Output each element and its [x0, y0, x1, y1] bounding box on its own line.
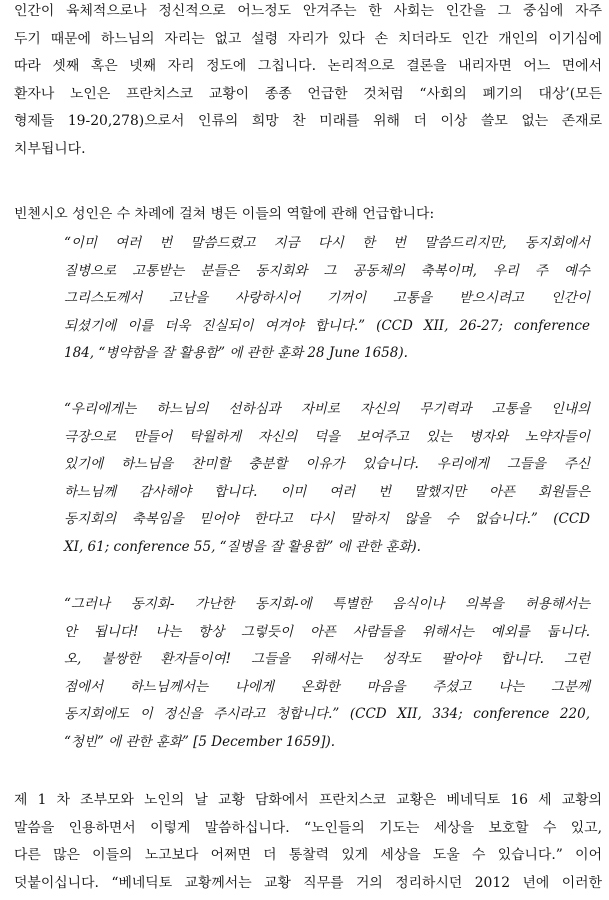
text-line: 말씀을 인용하면서 이렇게 말씀하십니다. “노인들의 기도는 세상을 보호할 수 있고, [14, 819, 602, 836]
text-line: 다른 많은 이들의 노고보다 어쩌면 더 통찰력 있게 세상을 도울 수 있습니다.” 이어 [14, 847, 602, 864]
quote-line: 점에서 하느님께서는 나에게 온화한 마음을 주셨고 나는 그분께 [64, 678, 590, 695]
quote-line: 극장으로 만들어 탁월하게 자신의 덕을 보여주고 있는 병자와 노약자들이 [64, 428, 590, 445]
quote-line: 오, 불쌍한 환자들이여! 그들을 위해서는 성작도 팔아야 합니다. 그런 [64, 651, 590, 668]
quote-line: “청빈” 에 관한 훈화” [5 December 1659]). [64, 733, 336, 750]
text-line: 빈첸시오 성인은 수 차례에 걸쳐 병든 이들의 역할에 관해 언급합니다: [14, 206, 435, 222]
text-line: 덧붙이십니다. “베네딕토 교황께서는 교황 직무를 거의 정리하시던 2012 년에 이러한 [14, 874, 602, 891]
text-line: 인간이 육체적으로나 정신적으로 어느정도 안겨주는 한 사회는 인간을 그 중심에 자주 [14, 3, 602, 19]
quote-line: “우리에게는 하느님의 선하심과 자비로 자신의 무기력과 고통을 인내의 [64, 401, 590, 417]
vincent-quote-2 [64, 396, 590, 562]
body-paragraph-1 [14, 0, 602, 164]
text-line: 제 1 차 조부모와 노인의 날 교황 담화에서 프란치스코 교황은 베네딕토 16 세 교황의 [14, 792, 602, 808]
quote-line: 하느님께 감사해야 합니다. 이미 여러 번 말했지만 아픈 회원들은 [64, 483, 590, 500]
text-line: 따라 셋째 혹은 넷째 자리 정도에 그칩니다. 논리적으로 결론을 내리자면 어느 면에서 [14, 58, 602, 75]
quote-line: “이미 여러 번 말씀드렸고 지금 다시 한 번 말씀드리지만, 동지회에서 [64, 235, 590, 251]
quote-line: 그리스도께서 고난을 사랑하시어 기꺼이 고통을 받으시려고 인간이 [64, 290, 590, 307]
quote-line: “그러나 동지회- 가난한 동지회-에 특별한 음식이나 의복을 허용해서는 [64, 596, 590, 612]
text-line: 형제들 19-20,278)으로서 인류의 희망 찬 미래를 위해 더 이상 쓸모 없는 존재로 [14, 113, 602, 130]
quote-line: 질병으로 고통받는 분들은 동지회와 그 공동체의 축복이며, 우리 주 예수 [64, 262, 590, 279]
quote-line: 동지회에도 이 정신을 주시라고 청합니다.” (CCD XII, 334; conference 220, [64, 706, 590, 723]
quote-line: 동지회의 축복임을 믿어야 한다고 다시 말하지 않을 수 없습니다.” (CCD [64, 511, 590, 528]
body-paragraph-2 [14, 201, 602, 229]
vincent-quote-3 [64, 591, 590, 757]
body-paragraph-closing [14, 787, 602, 897]
quote-line: 184, “병약함을 잘 활용함” 에 관한 훈화 28 June 1658). [64, 345, 408, 362]
text-line: 두기 때문에 하느님의 자리는 없고 설령 자리가 있다 손 치더라도 인간 개인의 이기심에 [14, 30, 602, 47]
quote-line: 되셨기에 이를 더욱 진실되이 여겨야 합니다.” (CCD XII, 26-27; conference [64, 317, 590, 334]
vincent-quote-1 [64, 230, 590, 368]
quote-line: XI, 61; conference 55, “질병을 잘 활용함” 에 관한 훈화). [64, 538, 421, 555]
quote-line: 안 됩니다! 나는 항상 그렇듯이 아픈 사람들을 위해서는 예외를 둡니다. [64, 623, 590, 640]
text-line: 환자나 노인은 프란치스코 교황이 종종 언급한 것처럼 “사회의 폐기의 대상’(모든 [14, 85, 602, 102]
quote-line: 있기에 하느님을 찬미할 충분할 이유가 있습니다. 우리에게 그들을 주신 [64, 456, 590, 473]
text-line: 치부됩니다. [14, 140, 86, 157]
